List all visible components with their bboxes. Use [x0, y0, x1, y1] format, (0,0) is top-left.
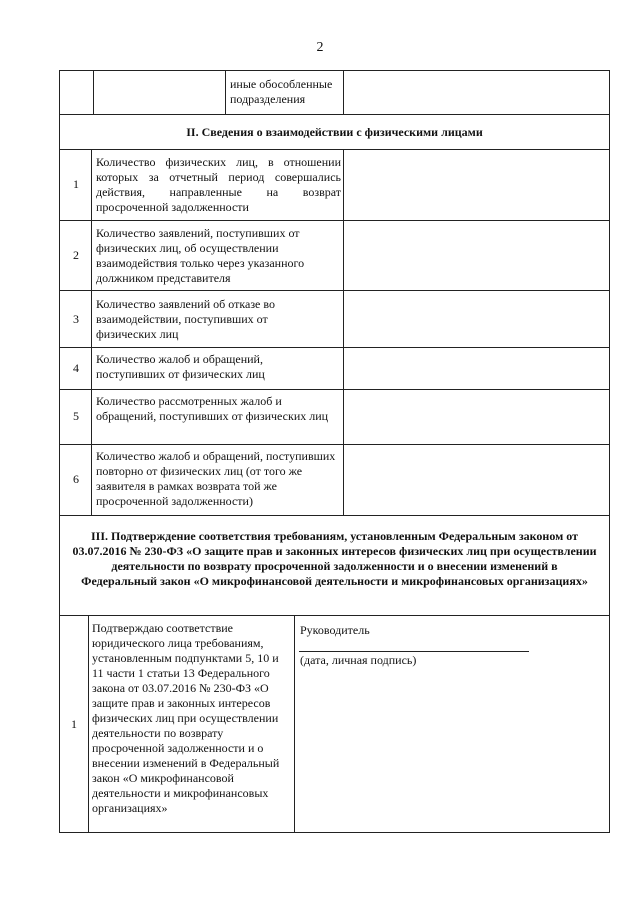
row-number: 5: [73, 409, 79, 423]
row-number: 3: [73, 312, 79, 326]
row-number: 6: [73, 472, 79, 486]
row-text: Количество заявлений об отказе во взаимодействии, поступивших от физических лиц: [96, 297, 275, 341]
section2-title: II. Сведения о взаимодействии с физическими лицами: [186, 125, 483, 139]
row-text: Количество физических лиц, в отношении которых за отчетный период совершались действия, направленные на возврат просроченной задолженности: [96, 155, 341, 214]
signature-hint: (дата, личная подпись): [300, 653, 417, 667]
top-row-label: иные обособленные подразделения: [230, 77, 333, 106]
row-number: 1: [73, 177, 79, 191]
row-number: 2: [73, 248, 79, 262]
row-text: Количество заявлений, поступивших от физических лиц, об осуществлении взаимодействия только через указанного должником представителя: [96, 226, 305, 285]
signer-label: Руководитель: [300, 623, 370, 637]
confirmation-text: Подтверждаю соответствие юридического лица требованиям, установленным подпунктами 5, 10 и 11 части 1 статьи 13 Федерального закона от 03.07.2016 № 230-ФЗ «О защите прав и законных интересов физических лиц при осуществлении деятельности по возврату просроченной задолженности и о внесении изменений в Федеральный закон «О микрофинансовой деятельности и микрофинансовых организациях»: [92, 621, 280, 815]
row-text: Количество рассмотренных жалоб и обращений, поступивших от физических лиц: [96, 394, 329, 423]
row-number: 1: [71, 717, 77, 731]
row-text: Количество жалоб и обращений, поступивших от физических лиц: [96, 352, 265, 381]
page-number: 2: [316, 40, 324, 55]
row-text: Количество жалоб и обращений, поступивших повторно от физических лиц (от того же заявителя в рамках возврата той же просроченной задолженности): [96, 449, 336, 508]
row-number: 4: [73, 361, 79, 375]
signature-line: [299, 651, 529, 652]
section3-title: III. Подтверждение соответствия требованиям, установленным Федеральным законом от 03.07.2016 № 230-ФЗ «О защите прав и законных интересов физических лиц при осуществлении деятельности по возврату просроченной задолженности и о внесении изменений в Федеральный закон «О микрофинансовой деятельности и микрофинансовых организациях»: [72, 529, 597, 588]
